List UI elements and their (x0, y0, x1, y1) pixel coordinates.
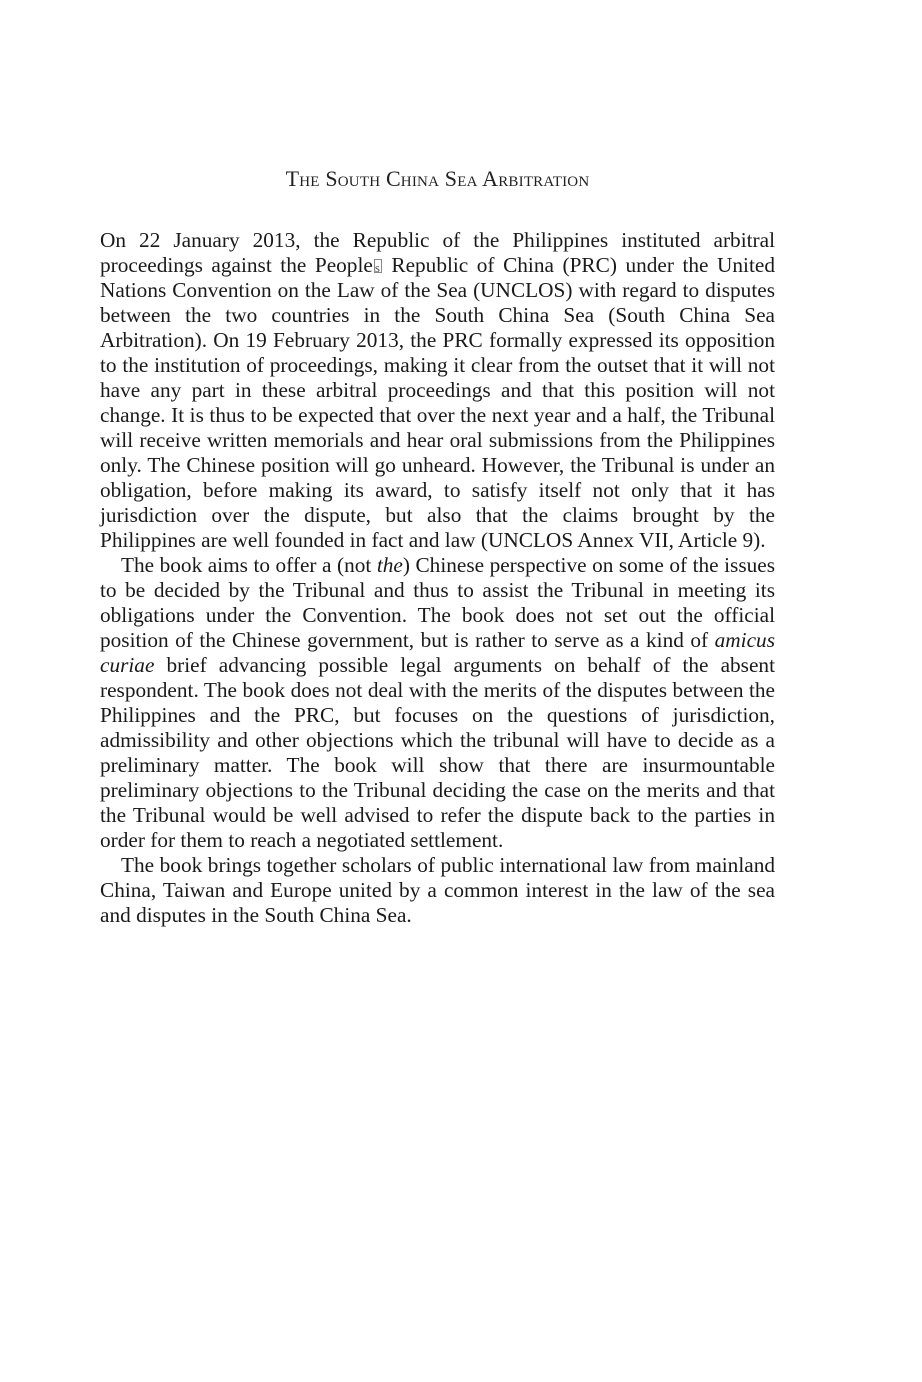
page-title: The South China Sea Arbitration (285, 166, 590, 191)
paragraph-3: The book brings together scholars of public international law from mainland China, Taiwan and Europe united by a common interest in the law of the sea and disputes in the South China Sea. (100, 853, 775, 927)
paragraph-2-part-a: The book aims to offer a (not (121, 553, 377, 577)
paragraph-2-part-c: brief advancing possible legal arguments on behalf of the absent respondent. The book does not deal with the merits of the disputes between the Philippines and the PRC, but focuses on the questions of jurisdiction, admissibility and other objections which the tribunal will have to decide as a preliminary matter. The book will show that there are insurmountable preliminary objections to the Tribunal deciding the case on the merits and that the Tribunal would be well advised to refer the dispute back to the parties in order for them to reach a negotiated settlement. (100, 653, 775, 852)
body-text (100, 228, 775, 928)
paragraph-2-emphasis-the: the (376, 553, 403, 577)
paragraph-1-part-b: Republic of China (PRC) under the United Nations Convention on the Law of the Sea (UNCLOS) with regard to disputes between the two countries in the South China Sea (South China Sea Arbitration). On 19 February 2013, the PRC formally expressed its opposition to the institution of proceedings, making it clear from the outset that it will not have any part in these arbitral proceedings and that this position will not change. It is thus to be expected that over the next year and a half, the Tribunal will receive written memorials and hear oral submissions from the Philippines only. The Chinese position will go unheard. However, the Tribunal is under an obligation, before making its award, to satisfy itself not only that it has jurisdiction over the dispute, but also that the claims brought by the Philippines are well founded in fact and law (UNCLOS Annex VII, Article 9). (100, 253, 775, 552)
missing-glyph-icon (374, 259, 382, 273)
paragraph-2 (100, 553, 775, 853)
paragraph-1 (100, 228, 775, 553)
paragraph-2-emphasis-amicus: amicus curiae (100, 628, 775, 677)
paragraph-2-part-b: ) Chinese perspective on some of the issues to be decided by the Tribunal and thus to assist the Tribunal in meeting its obligations under the Convention. The book does not set out the official position of the Chinese government, but is rather to serve as a kind of (100, 553, 775, 652)
paragraph-1-part-a: On 22 January 2013, the Republic of the Philippines instituted arbitral proceedings against the People (100, 228, 775, 277)
